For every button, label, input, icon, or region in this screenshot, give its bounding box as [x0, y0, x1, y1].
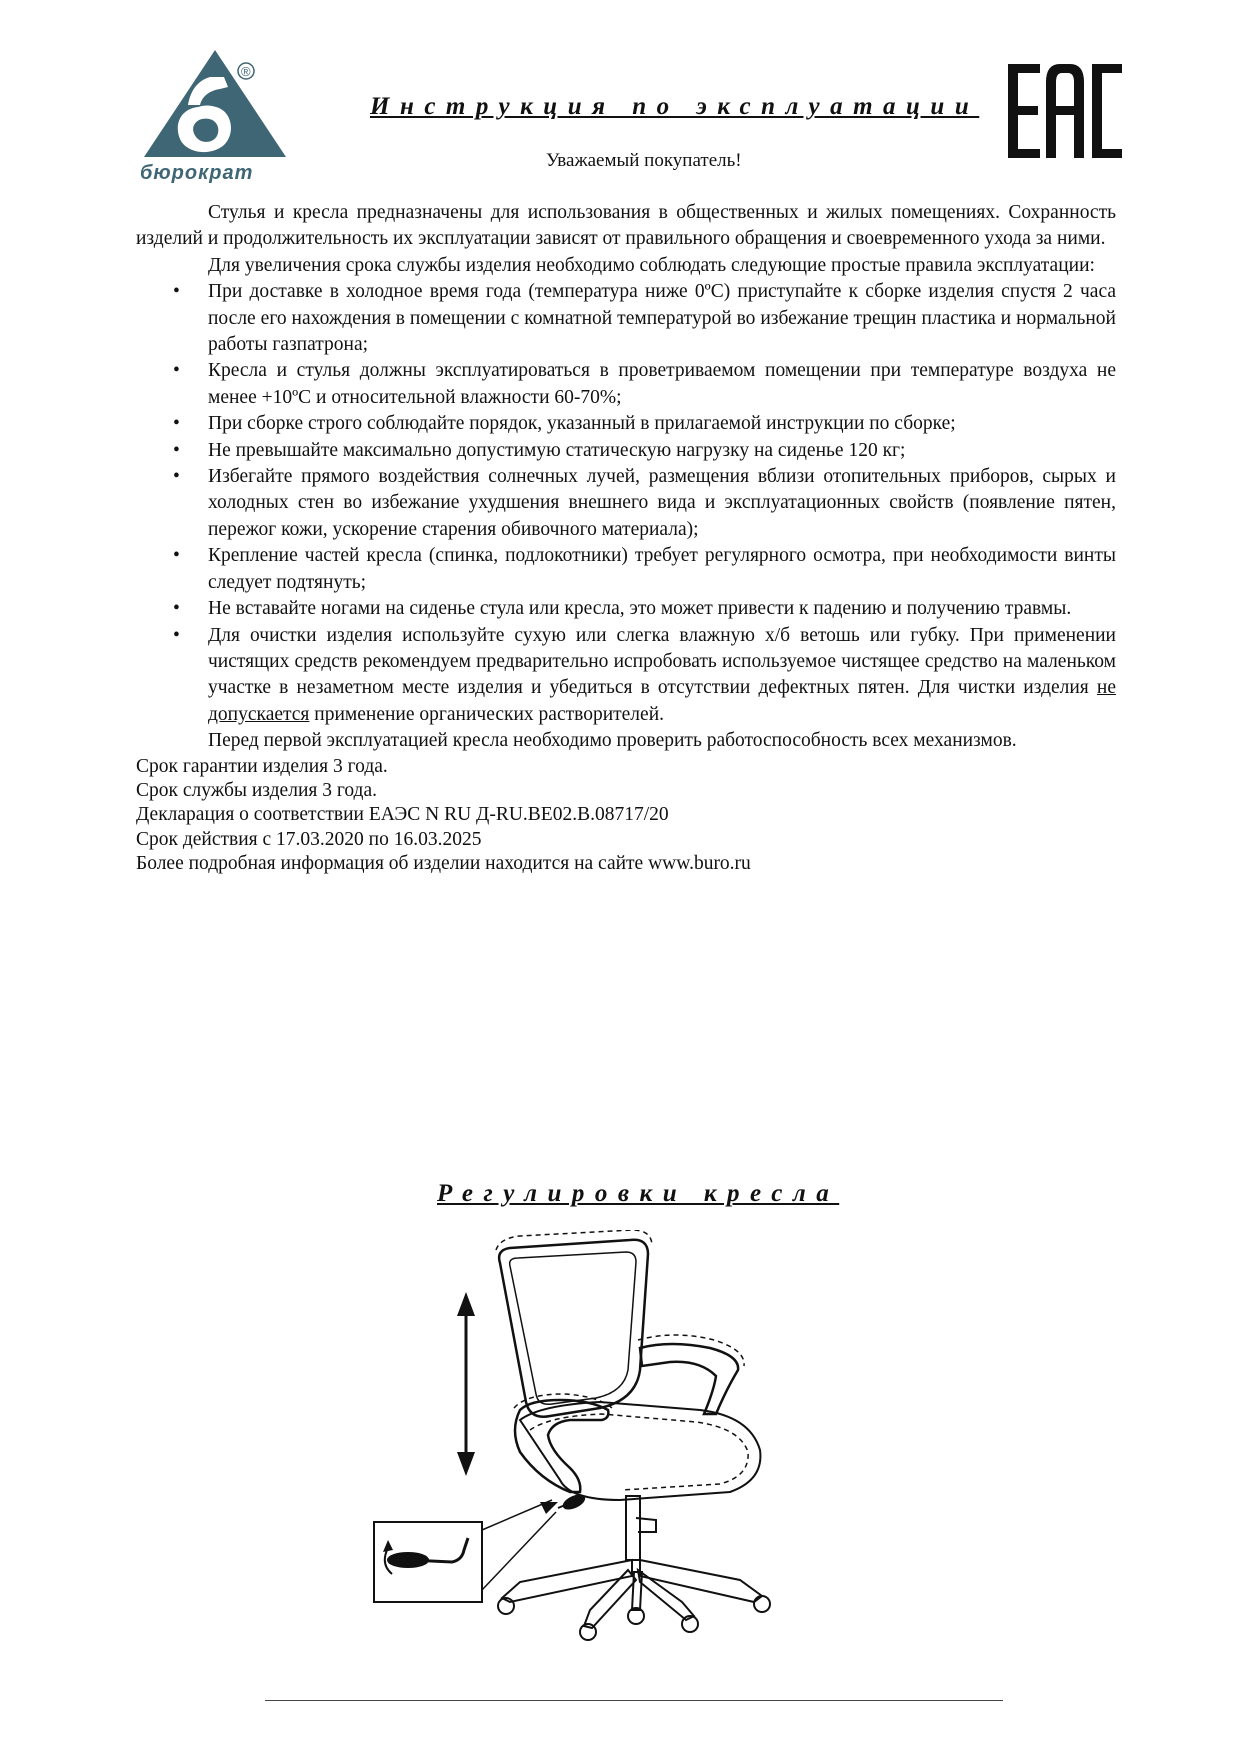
instructions-body — [136, 200, 1116, 877]
chair-gas-lift — [558, 1493, 656, 1560]
intro-paragraph: Стулья и кресла предназначены для использования в общественных и жилых помещениях. Сохранность изделий и продолжительность их эксплуатации зависят от правильного обращения и своевременного ухода за ними. — [136, 202, 1116, 250]
list-item: • При сборке строго соблюдайте порядок, указанный в прилагаемой инструкции по сборке; — [136, 411, 1116, 437]
chair-base — [498, 1560, 770, 1640]
website-line: Более подробная информация об изделии находится на сайте www.buro.ru — [136, 853, 751, 875]
rules-list — [136, 279, 1116, 728]
intro-paragraph: Для увеличения срока службы изделия необходимо соблюдать следующие простые правила эксплуатации: — [208, 254, 1095, 276]
lever-detail-inset — [374, 1500, 558, 1602]
list-item: • Не превышайте максимально допустимую статическую нагрузку на сиденье 120 кг; — [136, 438, 1116, 464]
validity-line: Срок действия с 17.03.2020 по 16.03.2025 — [136, 828, 482, 850]
declaration-line: Декларация о соответствии ЕАЭС N RU Д-RU.BE02.B.08717/20 — [136, 804, 669, 826]
registered-mark: ® — [241, 64, 251, 79]
list-item: • Не вставайте ногами на сиденье стула или кресла, это может привести к падению и получению травмы. — [136, 596, 1116, 622]
list-item: • При доставке в холодное время года (температура ниже 0ºС) приступайте к сборке изделия спустя 2 часа после его нахождения в помещении с комнатной температурой во избежание трещин пластика и нормальной работы газпатрона; — [136, 279, 1116, 358]
eac-certification-mark — [1008, 64, 1122, 158]
service-life-line: Срок службы изделия 3 года. — [136, 779, 377, 801]
brand-name: бюрократ — [140, 162, 254, 184]
warranty-line: Срок гарантии изделия 3 года. — [136, 755, 388, 777]
footer-divider — [265, 1700, 1003, 1701]
list-item — [136, 623, 1116, 729]
list-item: • Избегайте прямого воздействия солнечных лучей, размещения вблизи отопительных приборов, сырых и холодных стен во избежание ухудшения внешнего вида и эксплуатационных свойств (появление пятен, пережог кожи, ускорение старения обивочного материала); — [136, 464, 1116, 543]
cleaning-text-end: применение органических растворителей. — [314, 703, 664, 725]
chair-armrest-right — [638, 1335, 744, 1414]
cleaning-text: Для очистки изделия используйте сухую или слегка влажную х/б ветошь или губку. При применении чистящих средств рекомендуем предварительно испробовать используемое чистящее средство на маленьком участке в незаметном месте изделия и убедиться в отсутствии дефектных пятен. Для чистки изделия — [208, 624, 1116, 699]
list-item: • Кресла и стулья должны эксплуатироваться в проветриваемом помещении при температуре воздуха не менее +10ºС и относительной влажности 60-70%; — [136, 358, 1116, 411]
greeting: Уважаемый покупатель! — [546, 150, 742, 171]
height-adjust-arrow-icon — [457, 1292, 475, 1476]
page-title: Инструкция по эксплуатации — [370, 93, 980, 120]
chair-adjustment-diagram — [370, 1230, 830, 1650]
final-note: Перед первой эксплуатацией кресла необходимо проверить работоспособность всех механизмов. — [208, 730, 1017, 752]
list-item: • Крепление частей кресла (спинка, подлокотники) требует регулярного осмотра, при необходимости винты следует подтянуть; — [136, 543, 1116, 596]
underlined-warning: не допускается — [208, 677, 1116, 725]
adjustments-title: Регулировки кресла — [437, 1180, 840, 1207]
chair-backrest — [496, 1230, 652, 1417]
